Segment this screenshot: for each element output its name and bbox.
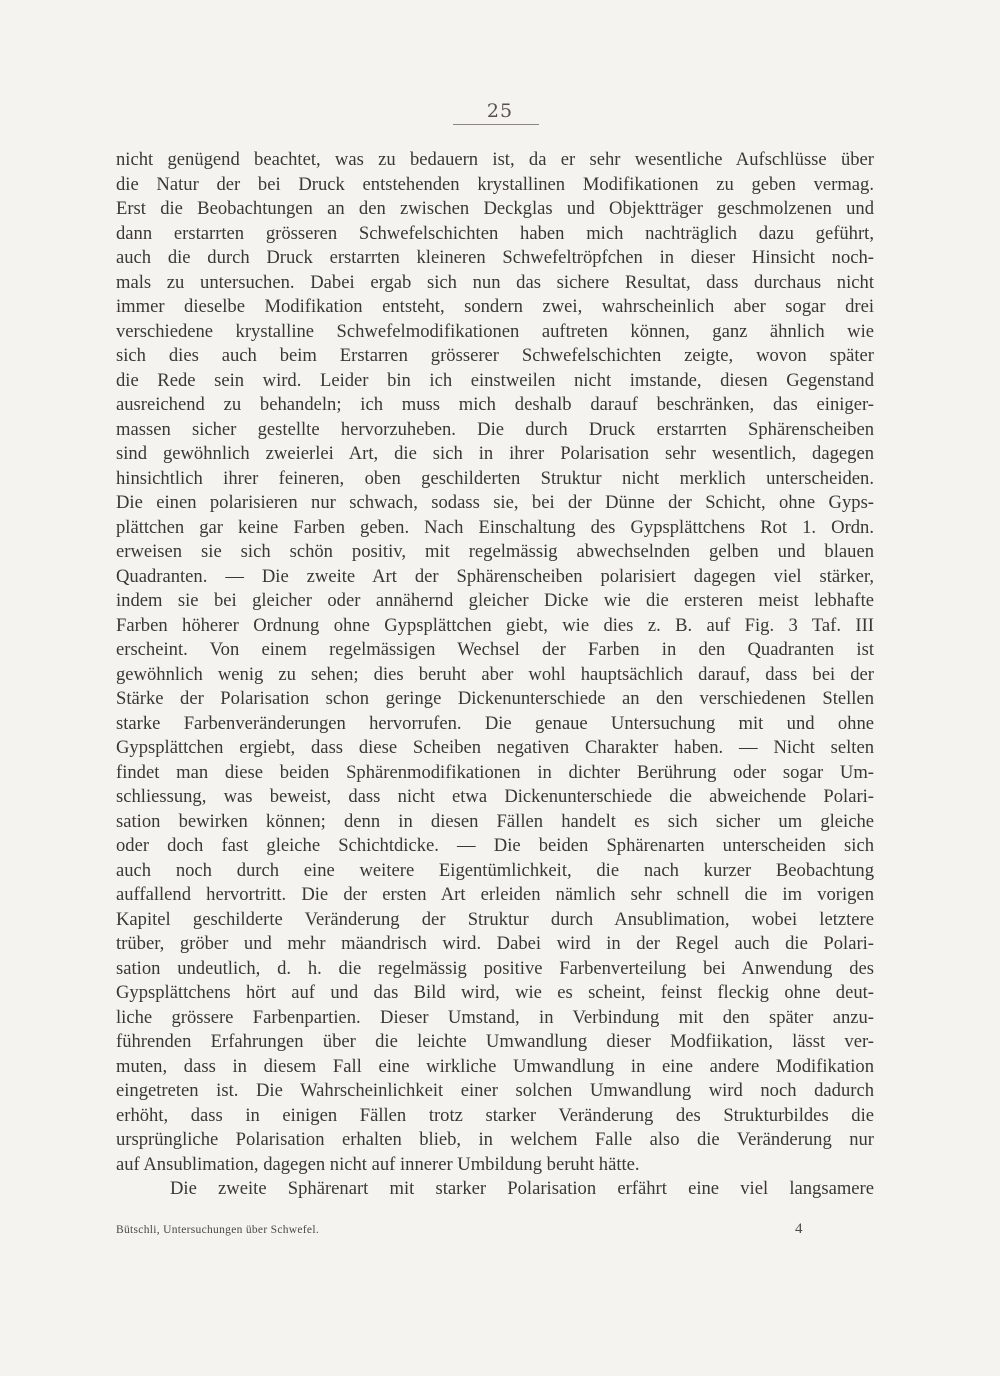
text-line: Gypsplättchens hört auf und das Bild wird, wie es scheint, feinst fleckig ohne deut-: [116, 982, 874, 1003]
text-line: hinsichtlich ihrer feineren, oben geschilderten Struktur nicht merklich unterscheiden.: [116, 467, 874, 489]
text-line: ursprüngliche Polarisation erhalten blieb, in welchem Falle also die Veränderung nur: [116, 1129, 874, 1150]
text-line: massen sicher gestellte hervorzuheben. Die durch Druck erstarrten Sphärenscheiben: [116, 418, 874, 440]
footer-signature-mark: 4: [795, 1221, 803, 1237]
text-line: Erst die Beobachtungen an den zwischen Deckglas und Objektträger geschmolzenen und: [116, 198, 874, 219]
text-line: starke Farbenveränderungen hervorrufen. Die genaue Untersuchung mit und ohne: [116, 712, 874, 734]
text-line: liche grössere Farbenpartien. Dieser Umstand, in Verbindung mit den später anzu-: [116, 1006, 874, 1028]
text-line: auch noch durch eine weitere Eigentümlichkeit, die nach kurzer Beobachtung: [116, 859, 874, 881]
text-line: Gypsplättchen ergiebt, dass diese Scheiben negativen Charakter haben. — Nicht selten: [116, 737, 874, 758]
text-line: nicht genügend beachtet, was zu bedauern ist, da er sehr wesentliche Aufschlüsse über: [116, 149, 874, 170]
text-line: Quadranten. — Die zweite Art der Sphärenscheiben polarisiert dagegen viel stärker,: [116, 565, 874, 587]
text-line: schliessung, was beweist, dass nicht etwa Dickenunterschiede die abweichende Polari-: [116, 786, 874, 807]
text-line: führenden Erfahrungen über die leichte Umwandlung dieser Modfiikation, lässt ver-: [116, 1031, 874, 1052]
text-line: sind gewöhnlich zweierlei Art, die sich in ihrer Polarisation sehr wesentlich, dagegen: [116, 443, 874, 464]
text-line: Die einen polarisieren nur schwach, sodass sie, bei der Dünne der Schicht, ohne Gyps-: [116, 492, 874, 513]
text-line: auch die durch Druck erstarrten kleineren Schwefeltröpfchen in dieser Hinsicht noch-: [116, 247, 874, 268]
footer-signature-title: Bütschli, Untersuchungen über Schwefel.: [116, 1224, 319, 1236]
text-line: erweisen sie sich schön positiv, mit regelmässig abwechselnden gelben und blauen: [116, 541, 874, 562]
text-line: ausreichend zu behandeln; ich muss mich deshalb darauf beschränken, das einiger-: [116, 394, 874, 415]
paragraph-first-line: Die zweite Sphärenart mit starker Polarisation erfährt eine viel langsamere: [170, 1178, 874, 1199]
text-line: die Natur der bei Druck entstehenden krystallinen Modifikationen zu geben vermag.: [116, 173, 874, 195]
text-line: Kapitel geschilderte Veränderung der Struktur durch Ansublimation, wobei letztere: [116, 908, 874, 930]
body-text: [116, 148, 874, 1202]
text-line: oder doch fast gleiche Schichtdicke. — Die beiden Sphärenarten unterscheiden sich: [116, 835, 874, 856]
text-line: Farben höherer Ordnung ohne Gypsplättchen giebt, wie dies z. B. auf Fig. 3 Taf. III: [116, 614, 874, 636]
page-number: 25: [486, 100, 514, 122]
text-line: mals zu untersuchen. Dabei ergab sich nun das sichere Resultat, dass durchaus nicht: [116, 271, 874, 293]
text-line: muten, dass in diesem Fall eine wirkliche Umwandlung in eine andere Modifikation: [116, 1055, 874, 1077]
text-line: sation bewirken können; denn in diesen Fällen handelt es sich sicher um gleiche: [116, 810, 874, 832]
text-line: sich dies auch beim Erstarren grösserer Schwefelschichten zeigte, wovon später: [116, 345, 874, 366]
text-line: findet man diese beiden Sphärenmodifikationen in dichter Berührung oder sogar Um-: [116, 761, 874, 783]
text-line: erhöht, dass in einigen Fällen trotz starker Veränderung des Strukturbildes die: [116, 1104, 874, 1126]
text-line: auffallend hervortritt. Die der ersten Art erleiden nämlich sehr schnell die im vorigen: [116, 884, 874, 905]
text-line: dann erstarrten grösseren Schwefelschichten haben mich nachträglich dazu geführt,: [116, 222, 874, 244]
text-line: die Rede sein wird. Leider bin ich einstweilen nicht imstande, diesen Gegenstand: [116, 369, 874, 391]
paragraph-last-line: auf Ansublimation, dagegen nicht auf innerer Umbildung beruht hätte.: [116, 1153, 640, 1175]
header-rule: [453, 124, 539, 125]
text-line: verschiedene krystalline Schwefelmodifikationen auftreten können, ganz ähnlich wie: [116, 320, 874, 342]
text-line: plättchen gar keine Farben geben. Nach Einschaltung des Gypsplättchens Rot 1. Ordn.: [116, 516, 874, 538]
text-line: Stärke der Polarisation schon geringe Dickenunterschiede an den verschiedenen Stellen: [116, 688, 874, 709]
text-line: sation undeutlich, d. h. die regelmässig positive Farbenverteilung bei Anwendung des: [116, 957, 874, 979]
text-line: immer dieselbe Modifikation entsteht, sondern zwei, wahrscheinlich aber sogar drei: [116, 296, 874, 317]
text-line: gewöhnlich wenig zu sehen; dies beruht aber wohl hauptsächlich darauf, dass bei der: [116, 663, 874, 685]
text-line: indem sie bei gleicher oder annähernd gleicher Dicke wie die ersteren meist lebhafte: [116, 590, 874, 611]
text-line: trüber, gröber und mehr mäandrisch wird. Dabei wird in der Regel auch die Polari-: [116, 933, 874, 954]
text-line: erscheint. Von einem regelmässigen Wechsel der Farben in den Quadranten ist: [116, 639, 874, 660]
text-line: eingetreten ist. Die Wahrscheinlichkeit einer solchen Umwandlung wird noch dadurch: [116, 1080, 874, 1101]
